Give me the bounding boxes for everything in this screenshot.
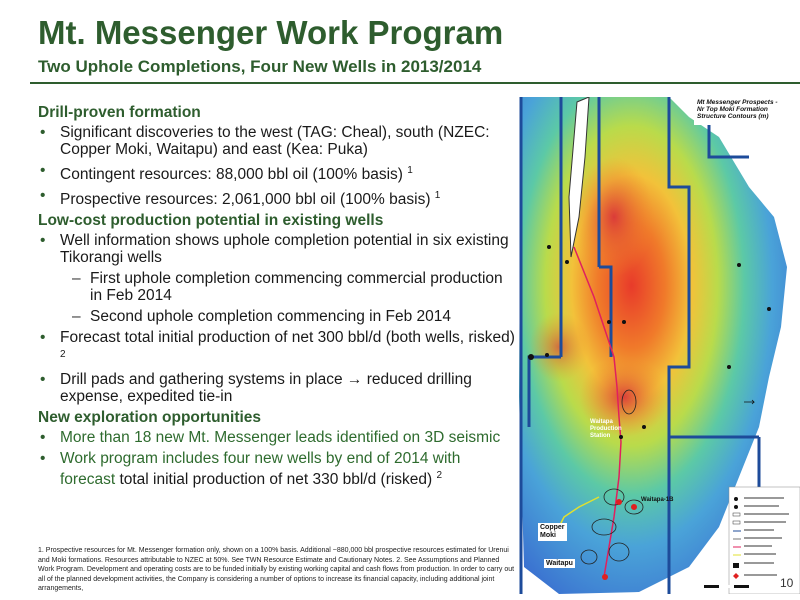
label-waitapa-1b: Waitapa-1B [641,497,674,503]
high-zone-north [574,157,654,277]
section-heading-low-cost: Low-cost production potential in existing wells [38,212,384,230]
high-zone-west [529,312,589,382]
contour-map-graphic [519,97,800,594]
bullet-prospective-resources: • Prospective resources: 2,061,000 bbl oil (100% basis) $^1$ [38,187,516,208]
section-heading-exploration: New exploration opportunities [38,409,262,427]
scale-bar [689,585,749,588]
label-waitapu: Waitapu [546,560,573,567]
bullet-list-drill-proven [38,124,516,208]
bullet-drill-pads: • Drill pads and gathering systems in place → reduced drilling expense, expedited tie-in [38,371,516,405]
title-divider [30,82,800,84]
bullet-well-information: • Well information shows uphole completion potential in six existing Tikorangi wells [38,232,516,266]
bullet-list-exploration [38,429,516,488]
bullet-list-low-cost [38,232,516,405]
slide-body [38,104,516,493]
bullet-forecast-production: • Forecast total initial production of net 300 bbl/d (both wells, risked) $^2$ [38,329,516,367]
page-subtitle: Two Uphole Completions, Four New Wells in 2013/2014 [38,57,482,76]
dash-second-uphole: – Second uphole completion commencing in Feb 2014 [38,308,516,325]
section-heading-drill-proven: Drill-proven formation [38,104,201,121]
bullet-work-program: • Work program includes four new wells by end of 2014 with forecast total initial production of net 330 bbl/d (risked) $^2$ [38,450,516,488]
bullet-contingent-resources: • Contingent resources: 88,000 bbl oil (100% basis) $^1$ [38,162,516,183]
page-number: 10 [780,576,794,590]
label-copper-moki: Copper Moki [540,524,565,539]
map-legend-title: Mt Messenger Prospects - Nr Top Moki Formation Structure Contours (m) [697,99,778,120]
footnote: 1. Prospective resources for Mt. Messenger formation only, shown on a 100% basis. Additional ~880,000 bbl prospective resources estimated for Urenui and Moki formations. Resources attributable to NZEC at 50%. See TWN Resource Estimate and Cautionary Notes. 2. See Assumptions and Planned Work Program. Development and operating costs are to be funded initially by existing working capital and cash flows from production. In order to carry out all of the planned development activities, the Company is considering a number of options to increase its financial capacity, including additional joint arrangements, [38,547,515,592]
page-title: Mt. Messenger Work Program [38,14,504,51]
bullet-discoveries: • Significant discoveries to the west (TAG: Cheal), south (NZEC: Copper Moki, Waitapu) and east (Kea: Puka) [38,124,516,158]
structure-contour-map [519,97,800,594]
bullet-new-leads: • More than 18 new Mt. Messenger leads identified on 3D seismic [38,429,516,446]
dash-first-uphole: – First uphole completion commencing commercial production in Feb 2014 [38,270,516,304]
label-waitapa-station: Waitapa Production Station [590,419,622,439]
